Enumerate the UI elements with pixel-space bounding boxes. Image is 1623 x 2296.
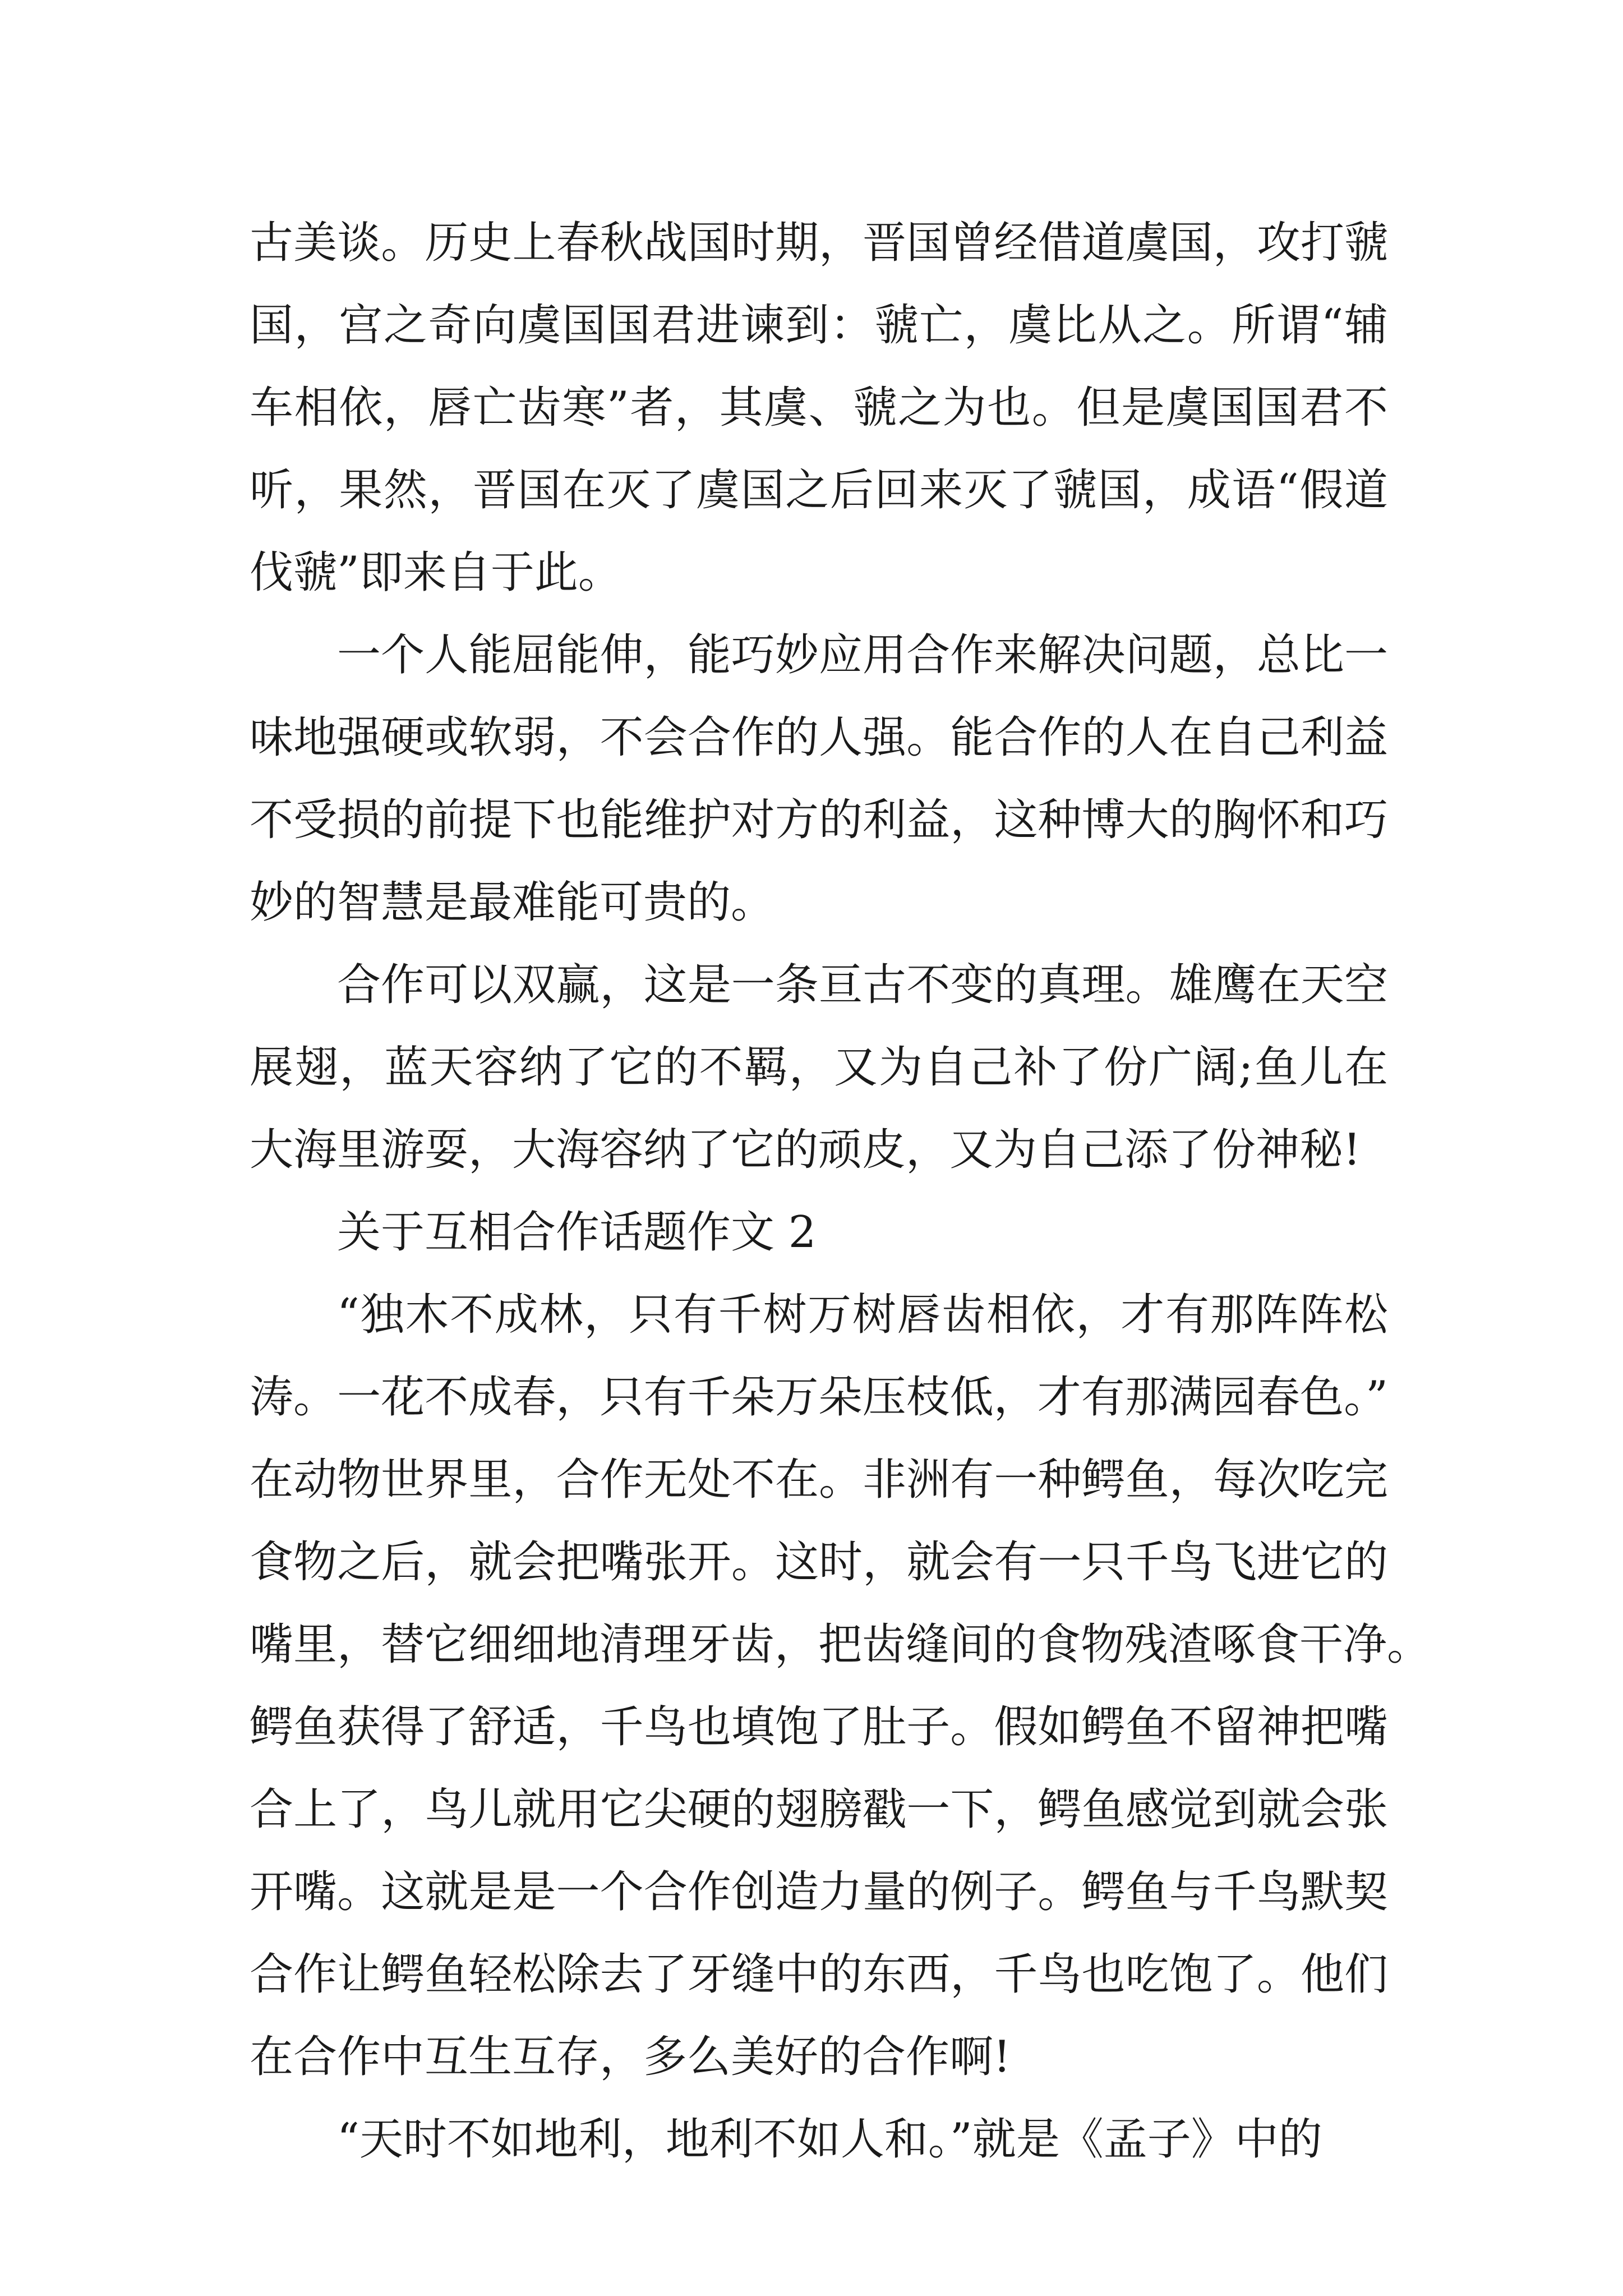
text-line: 在合作中互生互存，多么美好的合作啊! bbox=[250, 2032, 1011, 2082]
text-line: 妙的智慧是最难能可贵的。 bbox=[250, 877, 775, 928]
text-line: 味地强硬或软弱，不会合作的人强。能合作的人在自己利益 bbox=[250, 712, 1388, 763]
text-line: 嘴里，替它细细地清理牙齿，把齿缝间的食物残渣啄食干净。 bbox=[250, 1619, 1431, 1670]
text-line: “独木不成林，只有千树万树唇齿相依，才有那阵阵松 bbox=[337, 1290, 1388, 1340]
text-line: 在动物世界里，合作无处不在。非洲有一种鳄鱼，每次吃完 bbox=[250, 1455, 1388, 1505]
text-line: 伐虢”即来自于此。 bbox=[250, 547, 622, 598]
text-line: 涛。一花不成春，只有千朵万朵压枝低，才有那满园春色。” bbox=[250, 1372, 1388, 1423]
text-line: 食物之后，就会把嘴张开。这时，就会有一只千鸟飞进它的 bbox=[250, 1537, 1388, 1588]
paragraph bbox=[250, 1191, 1388, 1274]
text-line: 展翅，蓝天容纳了它的不羁，又为自己补了份广阔;鱼儿在 bbox=[250, 1042, 1388, 1093]
text-line: 一个人能屈能伸，能巧妙应用合作来解决问题，总比一 bbox=[337, 630, 1388, 680]
text-line: 合上了，鸟儿就用它尖硬的翅膀戳一下，鳄鱼感觉到就会张 bbox=[250, 1784, 1388, 1835]
text-line: 合作可以双赢，这是一条亘古不变的真理。雄鹰在天空 bbox=[337, 960, 1388, 1010]
text-line: 关于互相合作话题作文 2 bbox=[337, 1207, 817, 1258]
paragraph bbox=[250, 944, 1388, 1191]
text-line: 开嘴。这就是是一个合作创造力量的例子。鳄鱼与千鸟默契 bbox=[250, 1867, 1388, 1917]
text-line: 国，宫之奇向虞国国君进谏到：虢亡，虞比从之。所谓“辅 bbox=[250, 300, 1388, 351]
paragraph bbox=[250, 2099, 1388, 2181]
text-line: 听，果然，晋国在灭了虞国之后回来灭了虢国，成语“假道 bbox=[250, 465, 1388, 516]
text-line: 不受损的前提下也能维护对方的利益，这种博大的胸怀和巧 bbox=[250, 795, 1388, 845]
paragraph bbox=[250, 202, 1388, 614]
paragraph bbox=[250, 614, 1388, 944]
paragraph bbox=[250, 1274, 1431, 2099]
text-line: 合作让鳄鱼轻松除去了牙缝中的东西，千鸟也吃饱了。他们 bbox=[250, 1949, 1388, 2000]
text-line: 大海里游耍，大海容纳了它的顽皮，又为自己添了份神秘! bbox=[250, 1125, 1361, 1175]
text-line: 车相依，唇亡齿寒”者，其虞、虢之为也。但是虞国国君不 bbox=[250, 383, 1388, 433]
document-body bbox=[250, 202, 1431, 2181]
text-line: 古美谈。历史上春秋战国时期，晋国曾经借道虞国，攻打虢 bbox=[250, 218, 1388, 268]
text-line: 鳄鱼获得了舒适，千鸟也填饱了肚子。假如鳄鱼不留神把嘴 bbox=[250, 1702, 1388, 1752]
text-line: “天时不如地利，地利不如人和。”就是《孟子》中的 bbox=[337, 2114, 1322, 2165]
